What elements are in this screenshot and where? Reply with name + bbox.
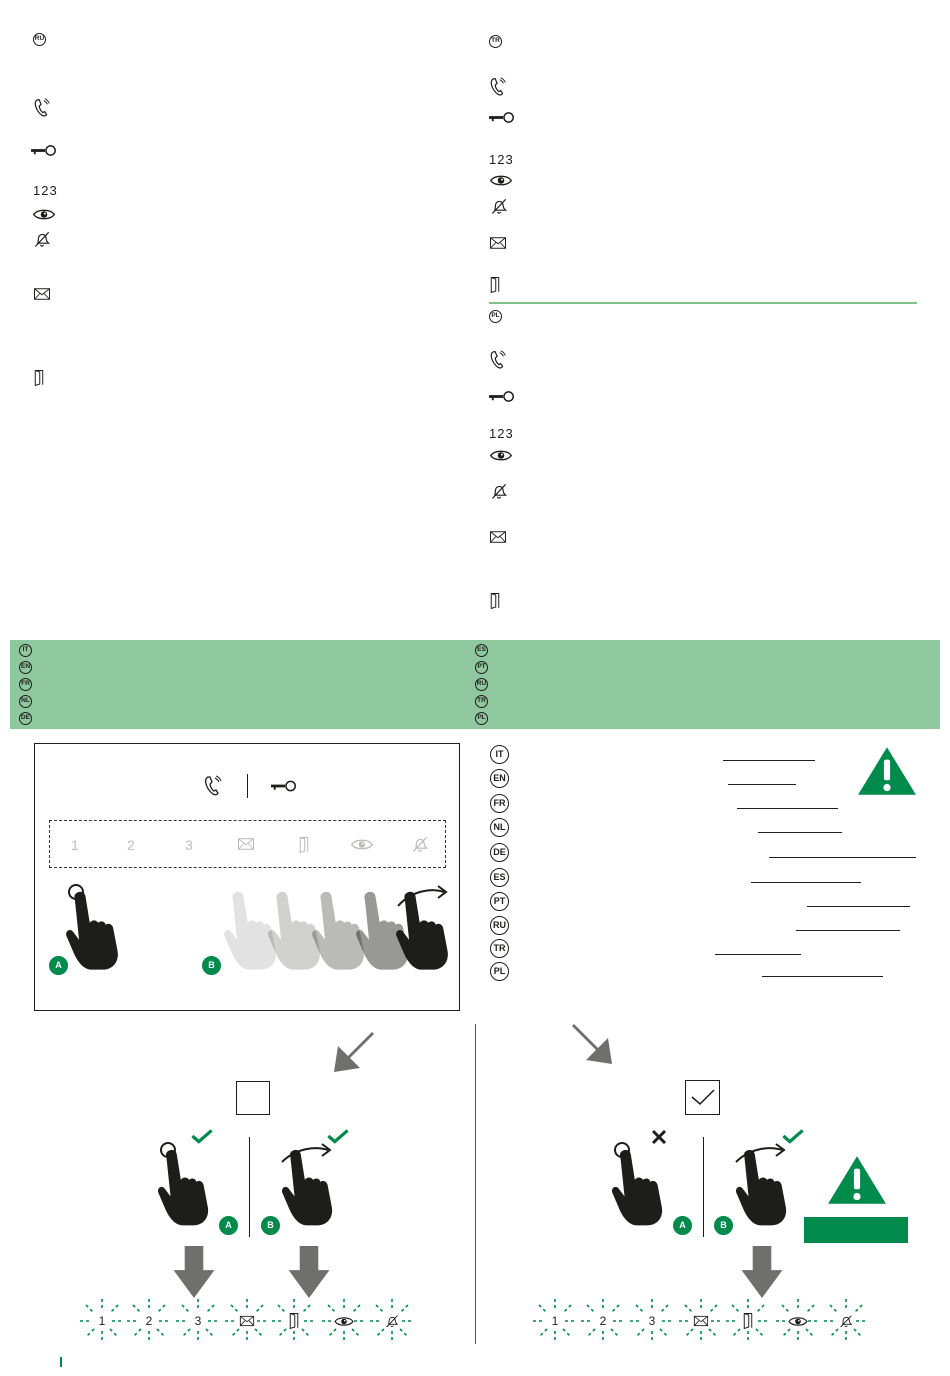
list-badge-ru: RU bbox=[490, 916, 509, 935]
bell-off-icon bbox=[410, 834, 430, 854]
phone-icon bbox=[201, 774, 225, 798]
key-icon bbox=[489, 390, 517, 403]
arrow-down-right-icon bbox=[568, 1022, 618, 1068]
key-1: 1 bbox=[71, 837, 79, 853]
door-icon bbox=[489, 275, 501, 295]
unchecked-box bbox=[236, 1081, 270, 1115]
phone-icon bbox=[487, 76, 509, 98]
eye-icon bbox=[489, 448, 513, 463]
warning-icon bbox=[856, 744, 918, 798]
eye-icon bbox=[350, 837, 374, 852]
band-badge-pt: PT bbox=[475, 661, 488, 674]
lang-badge-pl: PL bbox=[489, 310, 502, 323]
band-badge-pl: PL bbox=[475, 712, 488, 725]
led-bell bbox=[824, 1299, 868, 1343]
led-eye bbox=[776, 1299, 820, 1343]
key-3: 3 bbox=[185, 837, 193, 853]
list-badge-tr: TR bbox=[490, 939, 509, 958]
underline bbox=[737, 808, 838, 809]
bell-off-icon bbox=[489, 196, 509, 216]
door-icon bbox=[288, 1312, 300, 1330]
lang-badge-ru: RU bbox=[33, 33, 46, 46]
door-icon bbox=[33, 368, 45, 388]
eye-icon bbox=[788, 1315, 808, 1328]
label-b: B bbox=[202, 956, 221, 975]
hand-swipe-icon bbox=[392, 884, 456, 970]
label-b: B bbox=[261, 1216, 280, 1235]
section-divider bbox=[489, 302, 917, 304]
band-badge-de: DE bbox=[19, 712, 32, 725]
key-2: 2 bbox=[127, 837, 135, 853]
list-badge-es: ES bbox=[490, 868, 509, 887]
led-envelope bbox=[679, 1299, 723, 1343]
envelope-icon bbox=[33, 287, 51, 301]
underline bbox=[751, 882, 861, 883]
arrow-down-icon bbox=[288, 1246, 330, 1298]
led-1: 1 bbox=[80, 1299, 124, 1343]
list-badge-pl: PL bbox=[490, 962, 509, 981]
arrow-down-icon bbox=[173, 1246, 215, 1298]
list-badge-nl: NL bbox=[490, 818, 509, 837]
bell-off-icon bbox=[838, 1313, 854, 1329]
led-3: 3 bbox=[630, 1299, 674, 1343]
footer-marker bbox=[60, 1357, 62, 1367]
led-2: 2 bbox=[127, 1299, 171, 1343]
checkmark-icon bbox=[781, 1128, 805, 1144]
center-divider bbox=[475, 1024, 476, 1344]
divider bbox=[247, 774, 248, 798]
list-badge-fr: FR bbox=[490, 794, 509, 813]
bell-off-icon bbox=[489, 481, 509, 501]
list-badge-pt: PT bbox=[490, 892, 509, 911]
key-icon bbox=[489, 111, 517, 124]
eye-icon bbox=[32, 207, 56, 222]
hand-tap-icon bbox=[62, 884, 126, 970]
bell-off-icon bbox=[32, 229, 52, 249]
list-badge-it: IT bbox=[490, 745, 509, 764]
band-badge-ru: RU bbox=[475, 678, 488, 691]
cross-icon bbox=[650, 1128, 668, 1146]
list-badge-en: EN bbox=[490, 769, 509, 788]
key-icon bbox=[31, 144, 59, 157]
underline bbox=[728, 784, 796, 785]
checkmark-icon bbox=[326, 1128, 350, 1144]
envelope-icon bbox=[239, 1315, 255, 1327]
led-envelope bbox=[225, 1299, 269, 1343]
lang-badge-tr: TR bbox=[489, 35, 502, 48]
envelope-icon bbox=[693, 1315, 709, 1327]
band-badge-es: ES bbox=[475, 644, 488, 657]
list-badge-de: DE bbox=[490, 843, 509, 862]
divider bbox=[249, 1137, 250, 1237]
underline bbox=[796, 930, 900, 931]
band-badge-fr: FR bbox=[19, 678, 32, 691]
underline bbox=[758, 832, 842, 833]
led-1: 1 bbox=[533, 1299, 577, 1343]
underline bbox=[762, 976, 883, 977]
arrow-down-left-icon bbox=[330, 1030, 380, 1075]
door-icon bbox=[742, 1312, 754, 1330]
underline bbox=[807, 906, 910, 907]
underline bbox=[769, 857, 916, 858]
band-badge-en: EN bbox=[19, 661, 32, 674]
envelope-icon bbox=[489, 236, 507, 250]
hand-swipe-icon bbox=[732, 1142, 794, 1226]
hand-tap-icon bbox=[608, 1142, 670, 1226]
led-3: 3 bbox=[176, 1299, 220, 1343]
led-2: 2 bbox=[581, 1299, 625, 1343]
key-icon bbox=[271, 779, 299, 793]
hand-tap-icon bbox=[154, 1142, 216, 1226]
underline bbox=[723, 760, 815, 761]
band-badge-tr: TR bbox=[475, 695, 488, 708]
eye-icon bbox=[489, 173, 513, 188]
door-icon bbox=[489, 591, 501, 611]
checkmark-icon bbox=[190, 1128, 214, 1144]
digits-123: 123 bbox=[33, 183, 58, 198]
led-door bbox=[272, 1299, 316, 1343]
check-mark-icon bbox=[690, 1087, 716, 1107]
label-a: A bbox=[49, 956, 68, 975]
arrow-down-icon bbox=[741, 1246, 783, 1298]
warning-icon bbox=[826, 1154, 888, 1206]
phone-icon bbox=[487, 349, 509, 371]
divider bbox=[703, 1137, 704, 1237]
label-a: A bbox=[219, 1216, 238, 1235]
label-b: B bbox=[714, 1216, 733, 1235]
warning-bar bbox=[804, 1217, 908, 1243]
band-badge-it: IT bbox=[19, 644, 32, 657]
led-bell bbox=[370, 1299, 414, 1343]
band-badge-nl: NL bbox=[19, 695, 32, 708]
underline bbox=[715, 954, 801, 955]
led-door bbox=[726, 1299, 770, 1343]
hand-swipe-icon bbox=[278, 1142, 340, 1226]
bell-off-icon bbox=[384, 1313, 400, 1329]
digits-123: 123 bbox=[489, 152, 514, 167]
led-eye bbox=[322, 1299, 366, 1343]
checked-box bbox=[685, 1080, 720, 1115]
envelope-icon bbox=[237, 837, 255, 851]
eye-icon bbox=[334, 1315, 354, 1328]
digits-123: 123 bbox=[489, 426, 514, 441]
door-icon bbox=[298, 835, 310, 855]
phone-icon bbox=[31, 97, 53, 119]
envelope-icon bbox=[489, 530, 507, 544]
label-a: A bbox=[673, 1216, 692, 1235]
